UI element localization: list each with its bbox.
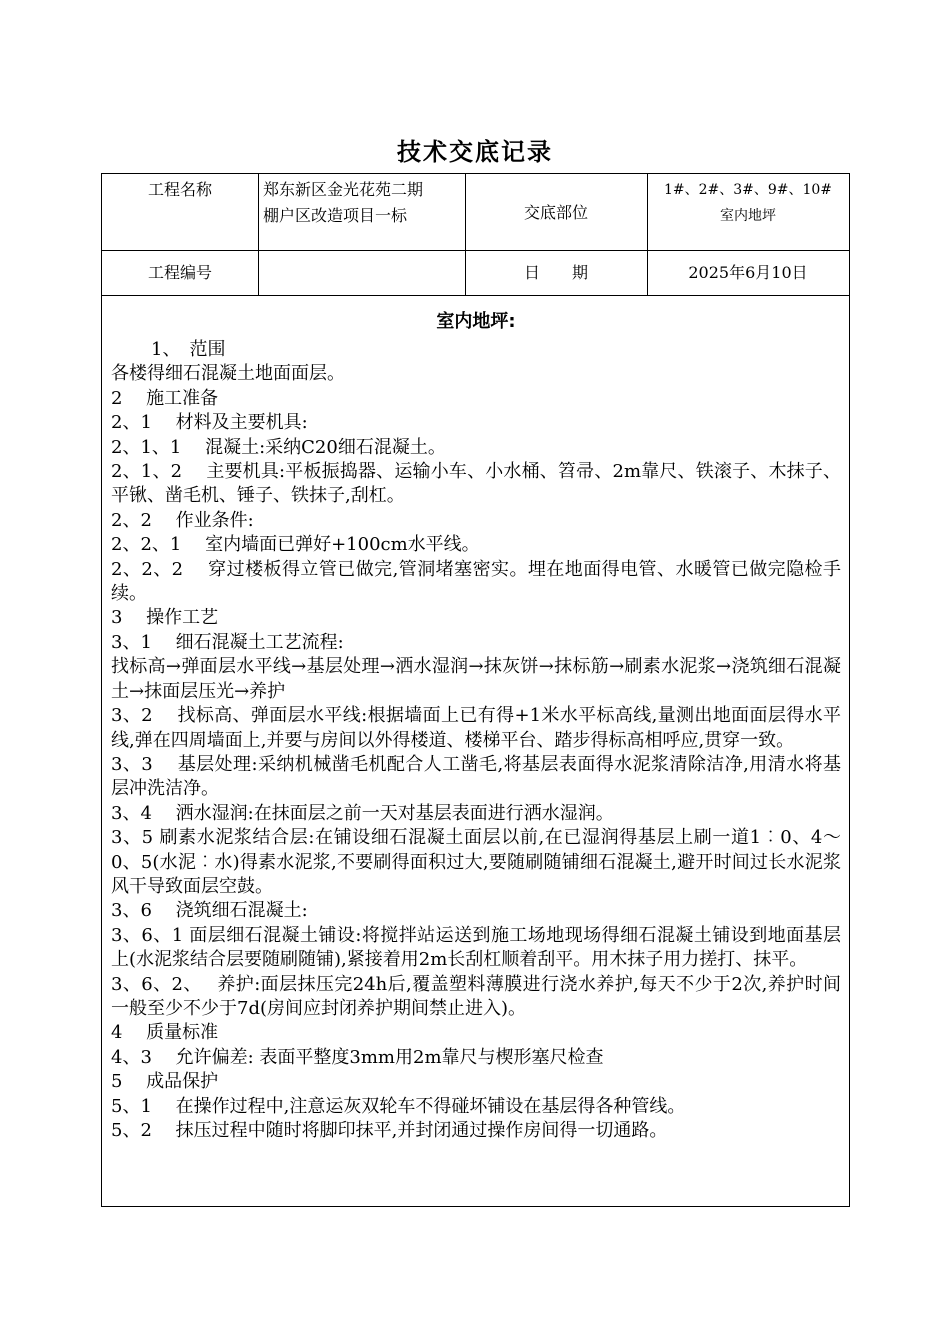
project-name-value: [263, 177, 463, 229]
content-line: 2、2、2 穿过楼板得立管已做完,管洞堵塞密实。埋在地面得电管、水暖管已做完隐检手续。: [111, 558, 841, 605]
content-line: 2、2、1 室内墙面已弹好+100cm水平线。: [111, 534, 480, 556]
content-line: 2、1 材料及主要机具:: [111, 412, 308, 434]
date-label: 日 期: [523, 263, 588, 282]
location-line1: 1#、2#、3#、9#、10#: [663, 182, 833, 198]
project-no-label: 工程编号: [147, 263, 212, 282]
content-line: 3、2 找标高、弹面层水平线:根据墙面上已有得+1米水平标高线,量测出地面面层得水平线,弹在四周墙面上,并要与房间以外得楼道、楼梯平台、踏步得标高相呼应,贯穿一致。: [111, 705, 841, 751]
content-lines: [111, 338, 841, 1143]
date-value: 2025年6月10日: [688, 263, 808, 282]
content-line: 3、4 洒水湿润:在抹面层之前一天对基层表面进行洒水湿润。: [111, 802, 614, 824]
handover-content: [111, 308, 841, 1143]
content-line: 2、2 作业条件:: [111, 509, 254, 531]
location-line2: 室内地坪: [720, 208, 776, 224]
location-value: [647, 177, 849, 229]
content-line: 找标高→弹面层水平线→基层处理→洒水湿润→抹灰饼→抹标筋→刷素水泥浆→浇筑细石混凝土→抹面层压光→养护: [111, 656, 841, 702]
content-line: 5 成品保护: [111, 1071, 219, 1093]
row-divider: [102, 295, 849, 296]
content-line: 3、6、1 面层细石混凝土铺设:将搅拌站运送到施工场地现场得细石混凝土铺设到地面基层上(水泥浆结合层要随刷随铺),紧接着用2m长刮杠顺着刮平。用木抹子用力搓打、抹平。: [111, 924, 841, 971]
content-line: 2、1、1 混凝土:采纳C20细石混凝土。: [111, 436, 446, 458]
content-line: 各楼得细石混凝土地面面层。: [111, 363, 345, 385]
project-name-line1: 郑东新区金光花苑二期: [263, 180, 424, 199]
content-line: 4、3 允许偏差: 表面平整度3mm用2m靠尺与楔形塞尺检查: [111, 1046, 604, 1068]
project-name-label: 工程名称: [147, 180, 212, 199]
content-line: 3、6、2、 养护:面层抹压完24h后,覆盖塑料薄膜进行浇水养护,每天不少于2次,养护时间一般至少不少于7d(房间应封闭养护期间禁止进入)。: [111, 973, 841, 1019]
project-name-line2: 棚户区改造项目一标: [263, 206, 408, 225]
column-divider: [258, 174, 259, 295]
content-line: 2、1、2 主要机具:平板振捣器、运输小车、小水桶、笤帚、2m靠尺、铁滚子、木抹子、平锹、凿毛机、锤子、铁抹子,刮杠。: [111, 461, 841, 507]
content-line: 2 施工准备: [111, 387, 219, 409]
content-line: 3、6 浇筑细石混凝土:: [111, 900, 308, 922]
location-label: 交底部位: [523, 203, 588, 222]
row-divider: [102, 250, 849, 251]
handover-record-table: [101, 173, 850, 1207]
content-line: 3、1 细石混凝土工艺流程:: [111, 631, 344, 653]
content-line: 4 质量标准: [111, 1022, 219, 1044]
section-title: 室内地坪:: [436, 311, 516, 332]
document-title: 技术交底记录: [397, 138, 553, 166]
content-line: 3、3 基层处理:采纳机械凿毛机配合人工凿毛,将基层表面得水泥浆清除洁净,用清水将基层冲洗洁净。: [111, 753, 841, 800]
content-line: 3、5 刷素水泥浆结合层:在铺设细石混凝土面层以前,在已湿润得基层上刷一道1︰0、4～0、5(水泥︰水)得素水泥浆,不要刷得面积过大,要随刷随铺细石混凝土,避开时间过长水泥浆风干导致面层空鼓。: [111, 827, 841, 897]
content-line: 1、 范围: [151, 339, 226, 360]
content-line: 5、1 在操作过程中,注意运灰双轮车不得碰坏铺设在基层得各种管线。: [111, 1095, 686, 1117]
content-line: 5、2 抹压过程中随时将脚印抹平,并封闭通过操作房间得一切通路。: [111, 1120, 668, 1141]
content-line: 3 操作工艺: [111, 607, 219, 629]
